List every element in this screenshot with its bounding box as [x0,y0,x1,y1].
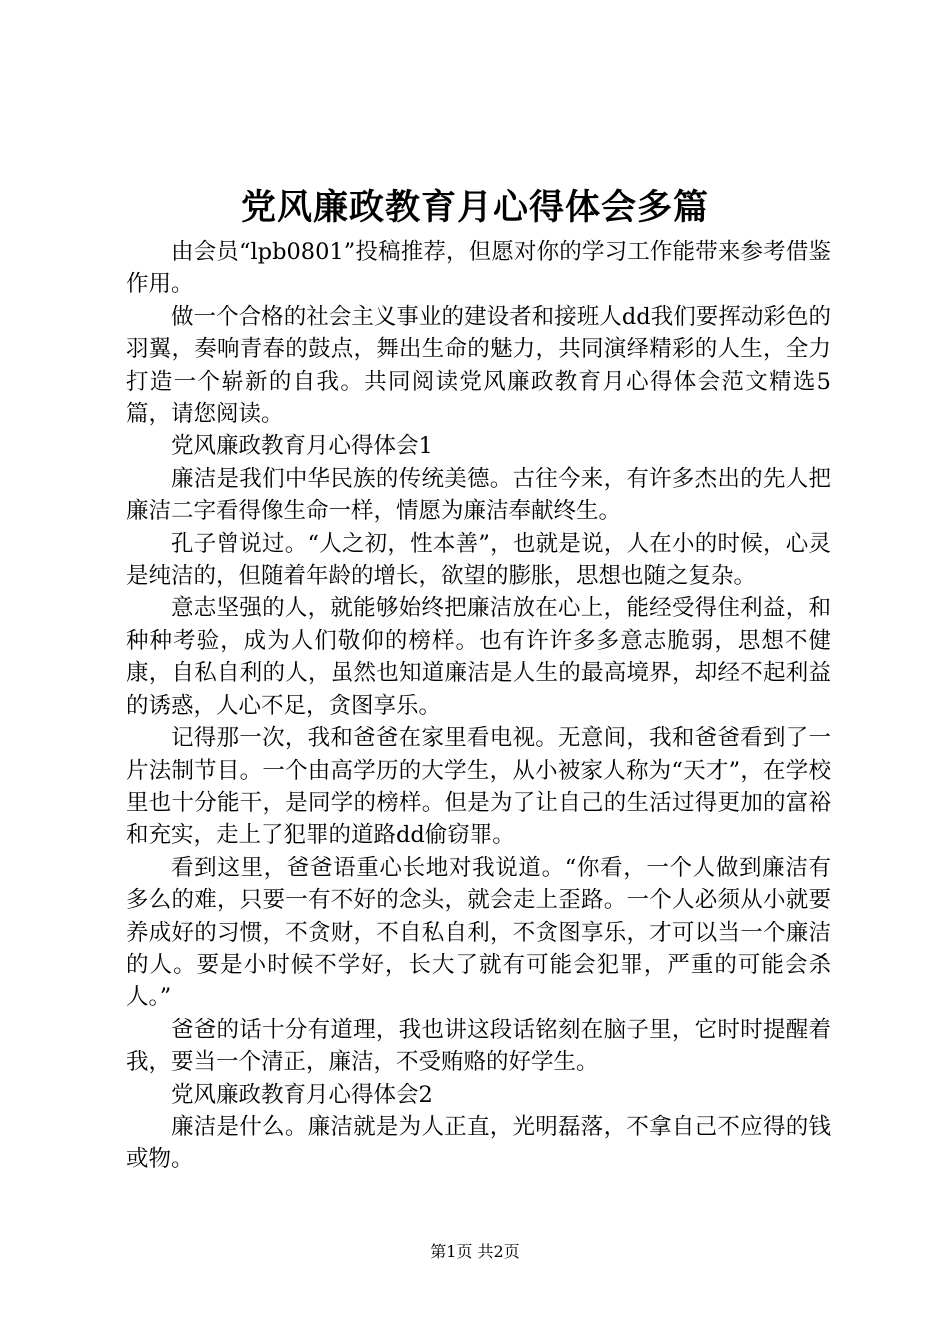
page-number: 第1页 共2页 [430,1242,520,1261]
paragraph: 看到这里，爸爸语重心长地对我说道。“你看，一个人做到廉洁有多么的难，只要一有不好的念头，就会走上歪路。一个人必须从小就要养成好的习惯，不贪财，不自私自利，不贪图享乐，才可以当一个廉洁的人。要是小时候不学好，长大了就有可能会犯罪，严重的可能会杀人。” [126,854,831,1011]
paragraph: 做一个合格的社会主义事业的建设者和接班人dd我们要挥动彩色的羽翼，奏响青春的鼓点，舞出生命的魅力，共同演绎精彩的人生，全力打造一个崭新的自我。共同阅读党风廉政教育月心得体会范文精选5篇，请您阅读。 [126,303,831,428]
paragraph: 廉洁是我们中华民族的传统美德。古往今来，有许多杰出的先人把廉洁二字看得像生命一样，情愿为廉洁奉献终生。 [126,465,831,525]
document-title: 党风廉政教育月心得体会多篇 [240,187,709,228]
paragraph: 记得那一次，我和爸爸在家里看电视。无意间，我和爸爸看到了一片法制节目。一个由高学历的大学生，从小被家人称为“天才”，在学校里也十分能干，是同学的榜样。但是为了让自己的生活过得更加的富裕和充实，走上了犯罪的道路dd偷窃罪。 [126,725,831,849]
section-heading: 党风廉政教育月心得体会1 [171,433,433,460]
paragraph: 意志坚强的人，就能够始终把廉洁放在心上，能经受得住利益，和种种考验，成为人们敬仰的榜样。也有许许多多意志脆弱，思想不健康，自私自利的人，虽然也知道廉洁是人生的最高境界，却经不起利益的诱惑，人心不足，贪图享乐。 [126,595,831,719]
paragraph: 爸爸的话十分有道理，我也讲这段话铭刻在脑子里，它时时提醒着我，要当一个清正，廉洁，不受贿赂的好学生。 [126,1016,831,1076]
document-body [126,236,831,1176]
paragraph: 廉洁是什么。廉洁就是为人正直，光明磊落，不拿自己不应得的钱或物。 [126,1113,831,1173]
page-footer [0,1242,950,1262]
paragraph: 孔子曾说过。“人之初，性本善”，也就是说，人在小的时候，心灵是纯洁的，但随着年龄的增长，欲望的膨胀，思想也随之复杂。 [126,530,831,590]
paragraph: 由会员“lpb0801”投稿推荐，但愿对你的学习工作能带来参考借鉴作用。 [126,239,831,298]
section-heading: 党风廉政教育月心得体会2 [171,1081,433,1108]
